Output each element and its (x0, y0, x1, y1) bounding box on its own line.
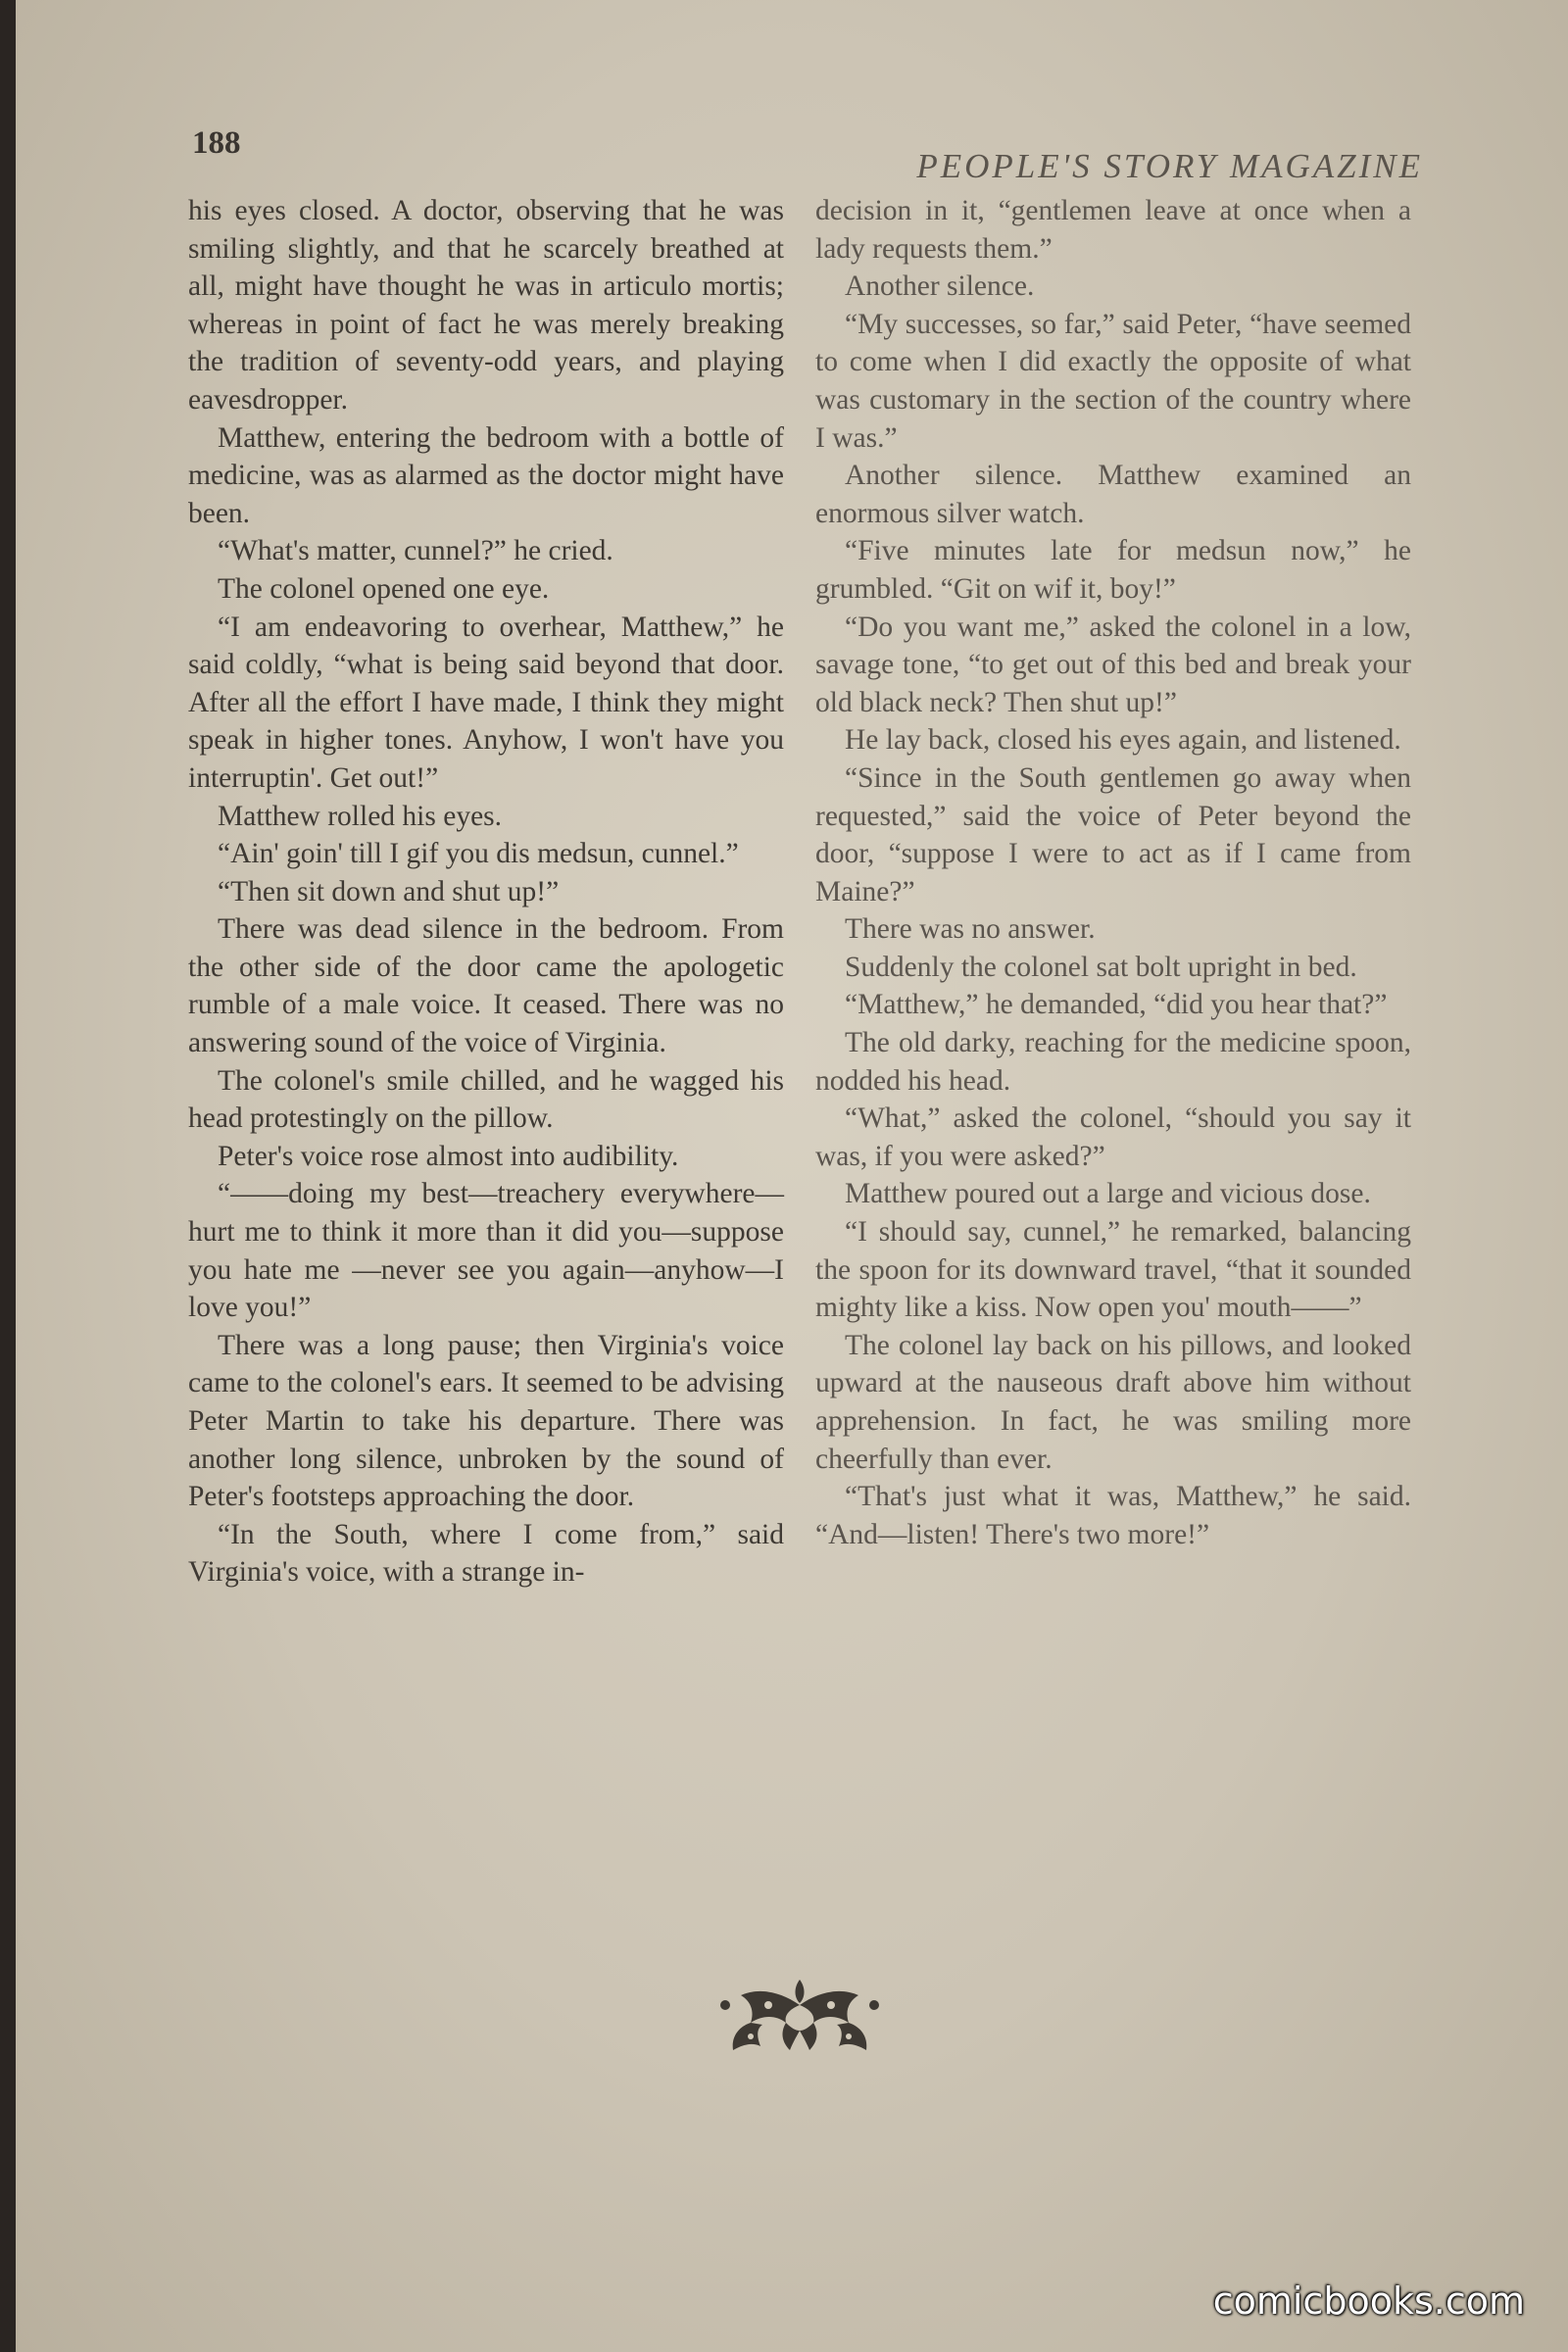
paragraph: The colonel's smile chilled, and he wagged his head protestingly on the pillow. (188, 1064, 784, 1135)
paragraph: his eyes closed. A doctor, observing that he was smiling slightly, and that he scarcely breathed at all, might have thought he was in articulo mortis; whereas in point of fact he was merely breaking the tradition of seventy-odd years, and playing eavesdropper. (188, 195, 784, 416)
paragraph: Peter's voice rose almost into audibility. (218, 1140, 679, 1172)
paragraph: “I should say, cunnel,” he remarked, balancing the spoon for its downward travel, “that it sounded mighty like a kiss. Now open you' mouth——” (815, 1216, 1411, 1324)
page-number: 188 (192, 125, 241, 161)
paragraph: “I am endeavoring to overhear, Matthew,” he said coldly, “what is being said beyond that door. After all the effort I have made, I think they might speak in higher tones. Anyhow, I won't have you interruptin'. Get out!” (188, 611, 784, 794)
paragraph: “In the South, where I come from,” said Virginia's voice, with a strange in- (188, 1518, 784, 1589)
watermark: comicbooks.com (1212, 2279, 1525, 2323)
paragraph: The colonel lay back on his pillows, and looked upward at the nauseous draft above him without apprehension. In fact, he was smiling more cheerfully than ever. (815, 1329, 1411, 1475)
left-text-column (188, 192, 784, 1592)
paragraph: Suddenly the colonel sat bolt upright in bed. (845, 951, 1357, 983)
paragraph: “Matthew,” he demanded, “did you hear that?” (845, 989, 1388, 1021)
paragraph: The colonel opened one eye. (218, 572, 550, 605)
paragraph: Another silence. Matthew examined an enormous silver watch. (815, 460, 1411, 529)
paragraph: “Five minutes late for medsun now,” he grumbled. “Git on wif it, boy!” (815, 535, 1411, 605)
paragraph: There was dead silence in the bedroom. From the other side of the door came the apologetic rumble of a male voice. It ceased. There was no answering sound of the voice of Virginia. (188, 913, 784, 1059)
paragraph: Matthew rolled his eyes. (218, 800, 503, 832)
paragraph: He lay back, closed his eyes again, and listened. (845, 724, 1401, 757)
paragraph: “That's just what it was, Matthew,” he said. “And—listen! There's two more!” (815, 1481, 1411, 1550)
paragraph: “What's matter, cunnel?” he cried. (218, 535, 613, 567)
paragraph: “——doing my best—treachery everywhere—hurt me to think it more than it did you—suppose you hate me —never see you again—anyhow—I love you!” (188, 1178, 784, 1324)
paragraph: “My successes, so far,” said Peter, “have seemed to come when I did exactly the opposite of what was customary in the section of the country where I was.” (815, 308, 1411, 454)
paragraph: “Since in the South gentlemen go away when requested,” said the voice of Peter beyond the door, “suppose I were to act as if I came from Maine?” (815, 761, 1411, 907)
paragraph: “Ain' goin' till I gif you dis medsun, cunnel.” (218, 838, 739, 870)
paragraph: Another silence. (845, 270, 1035, 303)
paragraph: decision in it, “gentlemen leave at once when a lady requests them.” (815, 195, 1411, 265)
running-head: PEOPLE'S STORY MAGAZINE (916, 147, 1423, 185)
paragraph: “Do you want me,” asked the colonel in a low, savage tone, “to get out of this bed and break your old black neck? Then shut up!” (815, 611, 1411, 718)
floral-ornament-icon (711, 1972, 888, 2056)
paragraph: Matthew poured out a large and vicious dose. (845, 1178, 1371, 1210)
paragraph: The old darky, reaching for the medicine spoon, nodded his head. (815, 1027, 1411, 1097)
right-text-column (815, 192, 1411, 1553)
paragraph: “What,” asked the colonel, “should you say it was, if you were asked?” (815, 1102, 1411, 1172)
paragraph: There was no answer. (845, 913, 1096, 946)
magazine-page (16, 0, 1568, 2352)
paragraph: “Then sit down and shut up!” (218, 875, 560, 907)
paragraph: There was a long pause; then Virginia's voice came to the colonel's ears. It seemed to be advising Peter Martin to take his departure. There was another long silence, unbroken by the sound of Peter's footsteps approaching the door. (188, 1329, 784, 1513)
paragraph: Matthew, entering the bedroom with a bottle of medicine, was as alarmed as the doctor might have been. (188, 421, 784, 529)
